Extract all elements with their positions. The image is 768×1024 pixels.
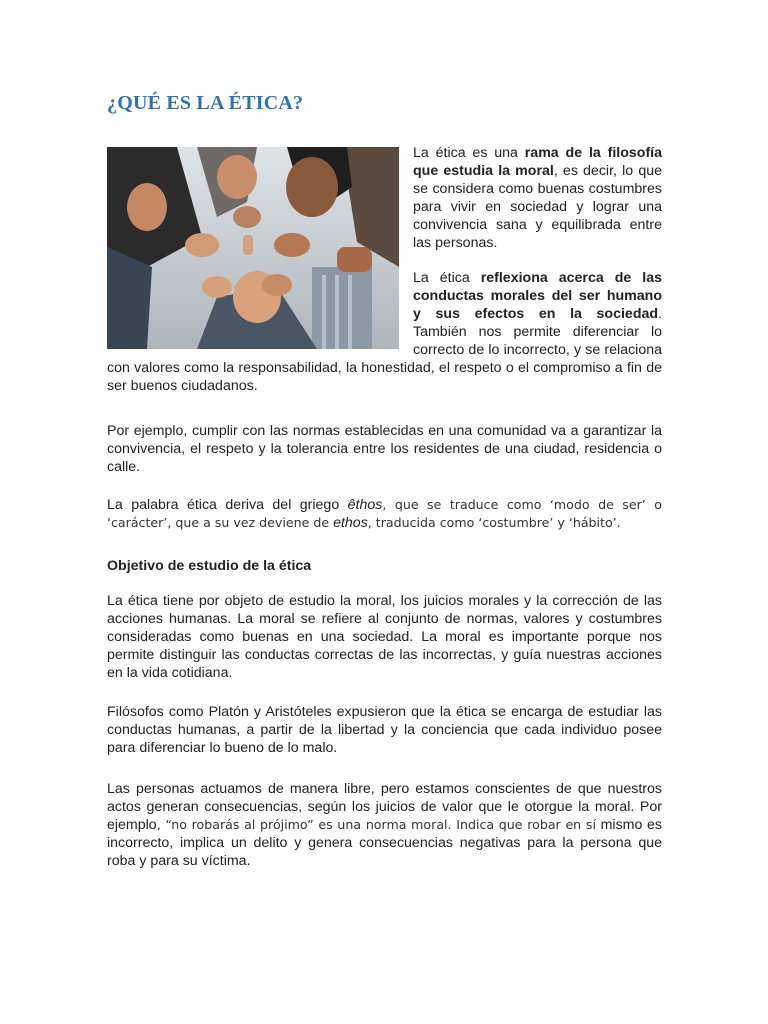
paragraph-philosophers: Filósofos como Platón y Aristóteles expusieron que la ética se encarga de estudiar las conductas humanas, a partir de la libertad y la conciencia que cada individuo posee para diferenciar lo bueno de lo malo. (107, 704, 662, 756)
italic-run: êthos (347, 497, 383, 513)
italic-run: ethos (333, 515, 368, 531)
text-run: , es decir, lo que se considera como buenas costumbres para vivir en sociedad y lograr una convivencia sana y equilibrada entre las personas. (413, 163, 662, 251)
text-run: , que se traduce como ‘modo de ser’ o ‘carácter’, que a su vez deviene de (107, 497, 662, 530)
text-run: Las personas actuamos de manera libre, pero estamos conscientes de que nuestros actos generan consecuencias, según los juicios de valor que le otorgue la moral. Por ejemplo (107, 781, 662, 833)
bold-run: rama de la filosofía que estudia la moral (413, 145, 662, 179)
image-wrap-spacer (107, 144, 413, 356)
section-heading: Objetivo de estudio de la ética (107, 558, 312, 574)
text-run: La palabra ética deriva del griego (107, 497, 348, 513)
text-run: . También nos permite diferenciar lo correcto de lo incorrecto, y se relaciona con valores como la responsabilidad, la honestidad, el respeto o el compromiso a fin de ser buenos ciudadanos. (107, 306, 662, 394)
paragraph-example: Por ejemplo, cumplir con las normas establecidas en una comunidad va a garantizar la convivencia, el respeto y la tolerancia entre los residentes de una ciudad, residencia o calle. (107, 423, 662, 475)
text-run: , “no robarás al prójimo” es una norma moral. Indica que robar en sí (156, 817, 596, 832)
text-run: mismo es incorrecto, implica un delito y genera consecuencias negativas para la persona que roba y para su víctima. (107, 817, 663, 869)
intro-section (107, 144, 662, 412)
bold-run: reflexiona acerca de las conductas morales del ser humano y sus efectos en la sociedad (413, 270, 662, 322)
text-run: La ética es una (413, 145, 525, 161)
paragraph-freedom (107, 780, 662, 870)
text-run: La ética (413, 270, 481, 286)
page-title: ¿QUÉ ES LA ÉTICA? (107, 92, 304, 114)
paragraph-objective: La ética tiene por objeto de estudio la moral, los juicios morales y la corrección de las acciones humanas. La moral se refiere al conjunto de normas, valores y costumbres consideradas como buenas en una sociedad. La moral es importante porque nos permite distinguir las conductas correctas de las incorrectas, y guía nuestras acciones en la vida cotidiana. (107, 593, 662, 681)
text-run: , traducida como ‘costumbre’ y ‘hábito’. (367, 515, 621, 530)
paragraph-etymology (107, 496, 662, 532)
